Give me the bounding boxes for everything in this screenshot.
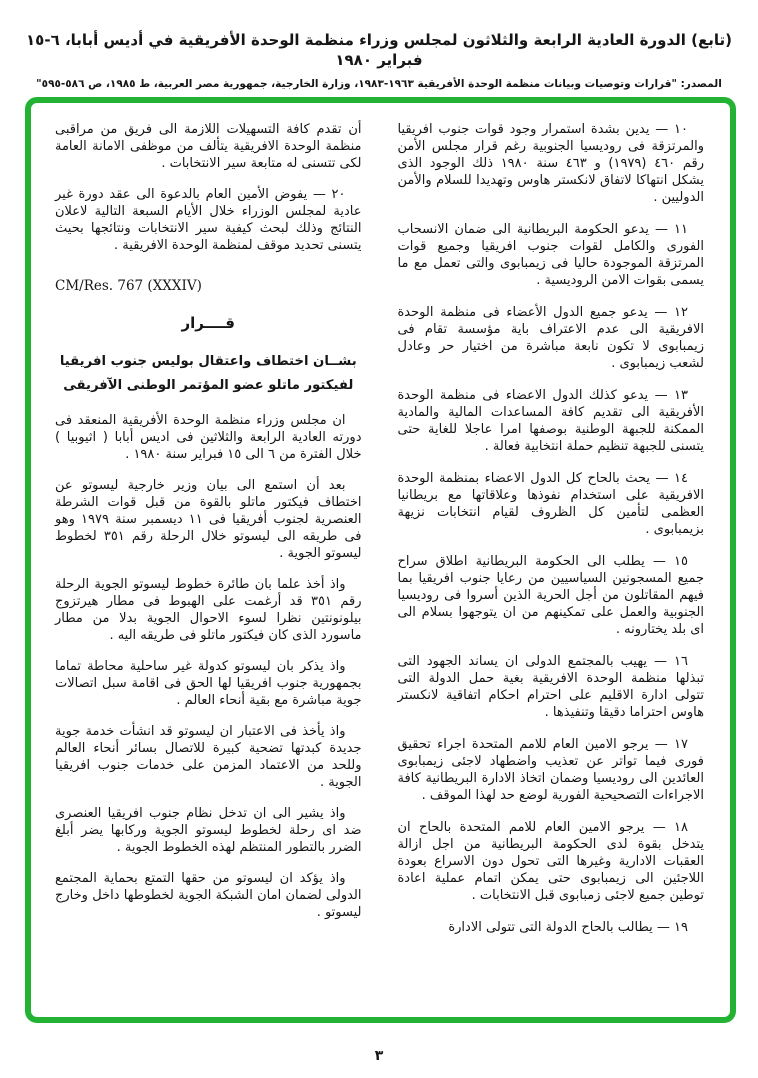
- two-column-layout: [55, 121, 704, 1007]
- clause-19: ١٩ — يطالب بالحاح الدولة التى تتولى الادارة: [448, 920, 688, 935]
- clause-19-continuation: أن تقدم كافة التسهيلات اللازمة الى فريق من مراقبى منظمة الوحدة الافريقية يتألف من موظفى الامانة العامة لكى تتسنى له متابعة سير الانتخابات .: [55, 122, 362, 171]
- clause-16: ١٦ — يهيب بالمجتمع الدولى ان يساند الجهود التى تبذلها منظمة الوحدة الافريقية بغية حمل الدولة التى تتولى ادارة الاقليم على احترام احكام اتفاقية لانكستر هاوس احتراما دقيقا وتنفيذها .: [397, 654, 704, 720]
- content-frame: [25, 97, 736, 1023]
- clause-14: ١٤ — يحث بالحاح كل الدول الاعضاء بمنظمة الوحدة الافريقية على استخدام نفوذها وعلاقاتها مع بريطانيا العظمى لتأمين كل الظروف لقيام انتخابات نزيهة بزيمبابوى .: [397, 471, 704, 537]
- clause-13: ١٣ — يدعو كذلك الدول الاعضاء فى منظمة الوحدة الأفريقية الى تقديم كافة المساعدات المالية والمادية الممكنة للجبهة الوطنية بوصفها امرا عاجلا للغاية حتى يتسنى للجبهة تنظيم حملة انتخابية فعالة .: [397, 388, 704, 454]
- page-number: ٣: [374, 1048, 384, 1064]
- preamble-session: ان مجلس وزراء منظمة الوحدة الأفريقية المنعقد فى دورته العادية الرابعة والثلاثين فى اديس أبابا ( اثيوبيا ) خلال الفترة من ٦ الى ١٥ فبراير سنة ١٩٨٠ .: [55, 413, 362, 462]
- right-column: [398, 121, 705, 1007]
- clause-17: ١٧ — يرجو الامين العام للامم المتحدة اجراء تحقيق فورى فيما تواتر عن تعذيب واضطهاد لاجئى زيمبابوى العائدين الى روديسيا وضمان اتخاذ الادارة البريطانية كافة الاجراءات التصحيحية الفورية لوضع حد لهذا الموقف .: [397, 737, 704, 803]
- clause-18: ١٨ — يرجو الامين العام للامم المتحدة بالحاح ان يتدخل بقوة لدى الحكومة البريطانية من اجل ازالة العقبات الادارية وغيرها التى تحول دون الاسراع بعودة اللاجئين الى زيمبابوى حتى يمكن اتمام عملية اعادة توطين جميع لاجئى زمبابوى قبل الانتخابات .: [397, 820, 704, 903]
- session-title: (تابع) الدورة العادية الرابعة والثلاثون لمجلس وزراء منظمة الوحدة الأفريقية في أديس أبابا، ٦-١٥ فبراير ١٩٨٠: [26, 31, 732, 69]
- resolution-subtitle-line1: بشــان اختطاف واعتقال بوليس جنوب افريقيا: [59, 354, 357, 369]
- preamble-paragraph: واذ يذكر بان ليسوتو كدولة غير ساحلية محاطة تماما بجمهورية جنوب افريقيا لها الحق فى اقامة سبل اتصالات جوية مباشرة مع بقية أنحاء العالم .: [55, 659, 362, 708]
- clause-15: ١٥ — يطلب الى الحكومة البريطانية اطلاق سراح جميع المسجونين السياسيين من رعايا جنوب افريقيا بما فيهم المقاتلون من أجل الحرية الذين أسروا فى روديسيا الجنوبية والعمل على تمكينهم من ان يتوجهوا بسلام الى اى بلد يختارونه .: [397, 554, 704, 637]
- resolution-number: CM/Res. 767 (XXXIV): [55, 278, 202, 294]
- preamble-paragraph: واذ يشير الى ان تدخل نظام جنوب افريقيا العنصرى ضد اى رحلة لخطوط ليسوتو الجوية وركابها يضر أبلغ الضرر بالتطور المنتظم لهذه الخطوط الجوية .: [55, 806, 362, 855]
- clause-11: ١١ — يدعو الحكومة البريطانية الى ضمان الانسحاب الفورى والكامل لقوات جنوب افريقيا وجميع قوات المرتزقة الموجودة حاليا فى زيمبابوى والتى تعمل مع ما يسمى بقوات الامن الروديسية .: [397, 222, 704, 288]
- preamble-paragraph: واذ يؤكد ان ليسوتو من حقها التمتع بحماية المجتمع الدولى لضمان امان الشبكة الجوية لخطوطها داخل وخارج ليسوتو .: [55, 871, 362, 920]
- preamble-paragraph: واذ أخذ علما بان طائرة خطوط ليسوتو الجوية الرحلة رقم ٣٥١ قد أرغمت على الهبوط فى مطار هيرتزوج بيلونونتين نظرا لسوء الاحوال الجوية بدلا من مطار ماسورد الذى كان فيكتور ماتلو فى طريقه اليه .: [55, 577, 362, 643]
- clause-10: ١٠ — يدين بشدة استمرار وجود قوات جنوب افريقيا والمرتزقة فى روديسيا الجنوبية رغم قرار مجلس الأمن رقم ٤٦٠ (١٩٧٩) و ٤٦٣ سنة ١٩٨٠ ذلك الوجود الذى يشكل انتهاكا لاتفاق لانكستر هاوس وتهديدا للسلام والأمن الدوليين .: [397, 122, 704, 205]
- source-citation: المصدر: "قرارات وتوصيات وبيانات منظمة الوحدة الأفريقية ١٩٦٣-١٩٨٣، وزارة الخارجية، جمهورية مصر العربية، ط ١٩٨٥، ص ٥٨٦-٥٩٥": [36, 78, 722, 90]
- page-header: [10, 30, 748, 91]
- resolution-heading: قــــرار: [181, 314, 235, 332]
- clause-20: ٢٠ — يفوض الأمين العام بالدعوة الى عقد دورة غير عادية لمجلس الوزراء خلال الأيام السبعة التالية لاعلان النتائج وذلك لبحث كيفية سير الانتخابات ونتائجها بحيث يتسنى تحديد موقف لمنظمة الوحدة الافريقية .: [55, 187, 362, 253]
- clause-12: ١٢ — يدعو جميع الدول الأعضاء فى منظمة الوحدة الافريقية الى عدم الاعتراف باية مؤسسة تقام فى زيمبابوى لا تكون نابعة مباشرة من اختيار حر وعادل لشعب زيمبابوى .: [397, 305, 704, 371]
- resolution-subtitle: [55, 350, 362, 398]
- resolution-subtitle-line2: لفيكتور ماتلو عضو المؤتمر الوطنى الآفريقى: [63, 378, 354, 393]
- preamble-paragraph: بعد أن استمع الى بيان وزير خارجية ليسوتو عن اختطاف فيكتور ماتلو بالقوة من قبل قوات الشرطة العنصرية لجنوب أفريقيا فى ١١ ديسمبر سنة ١٩٧٩ وهو فى طريقه الى ليسوتو خلال الرحلة رقم ٣٥١ لخطوط ليسوتو الجوية .: [55, 478, 362, 561]
- left-column: [55, 121, 362, 1007]
- preamble-paragraph: واذ يأخذ فى الاعتبار ان ليسوتو قد انشأت خدمة جوية جديدة كبدتها تضحية كبيرة للاتصال بسائر أنحاء العالم وللحد من الاعتماد المزمن على خدمات جنوب افريقيا الجوية .: [55, 724, 362, 790]
